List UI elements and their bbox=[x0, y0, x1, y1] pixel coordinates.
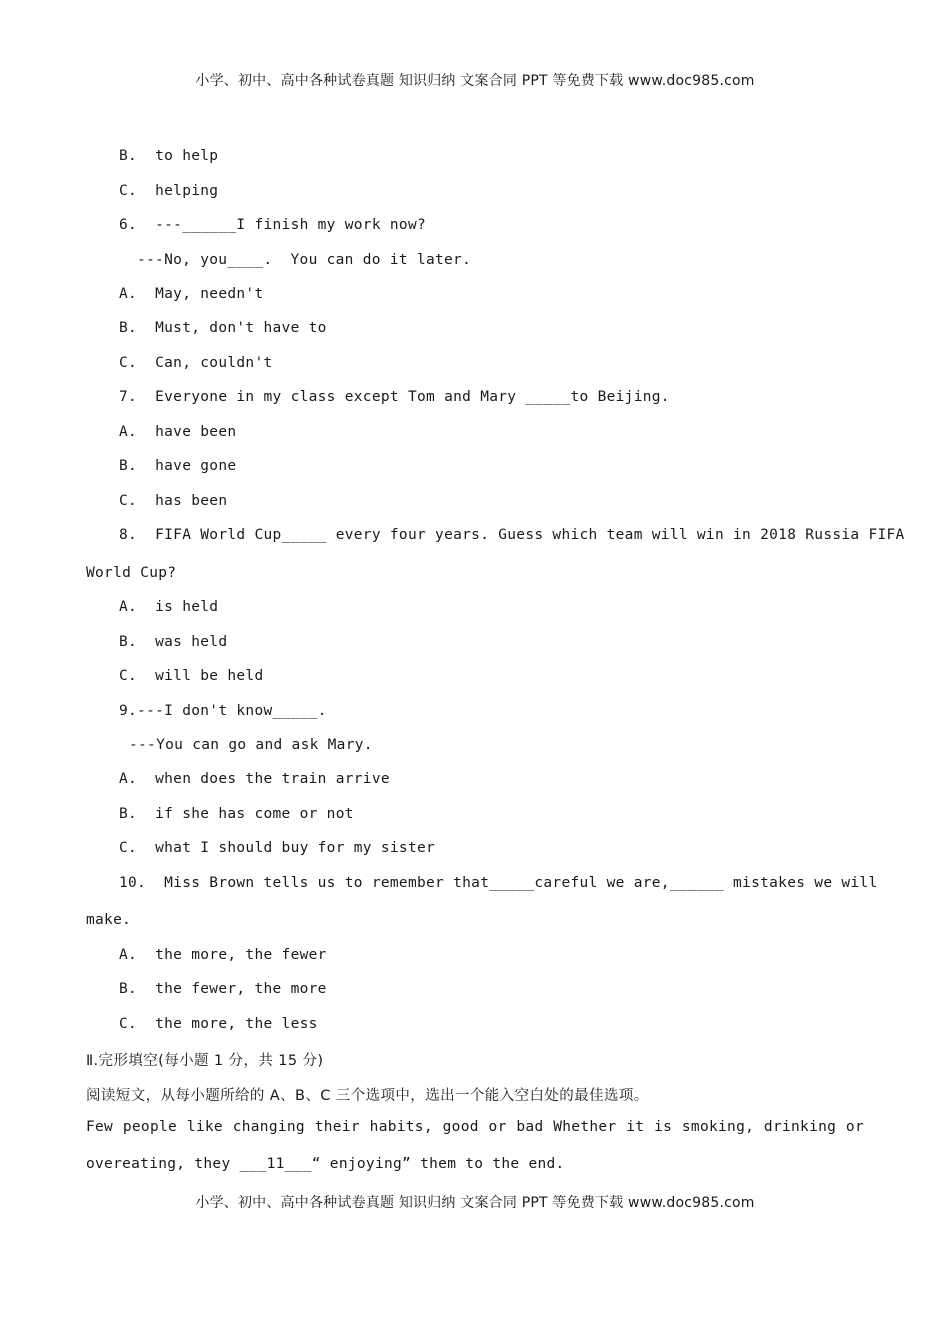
q9-stem: 9.---I don't know_____. bbox=[119, 703, 327, 719]
q9-option-b: B. if she has come or not bbox=[119, 806, 354, 822]
q9-option-a: A. when does the train arrive bbox=[119, 771, 390, 787]
q7-option-c: C. has been bbox=[119, 493, 228, 509]
page-footer: 小学、初中、高中各种试卷真题 知识归纳 文案合同 PPT 等免费下载 www.doc985.com bbox=[195, 1195, 755, 1211]
page-header: 小学、初中、高中各种试卷真题 知识归纳 文案合同 PPT 等免费下载 www.doc985.com bbox=[195, 73, 755, 89]
q6-stem: 6. ---______I finish my work now? bbox=[119, 217, 427, 233]
section-2-title: Ⅱ.完形填空(每小题 1 分，共 15 分) bbox=[86, 1053, 324, 1069]
q8-option-b: B. was held bbox=[119, 634, 228, 650]
q9-option-c: C. what I should buy for my sister bbox=[119, 840, 436, 856]
q5-option-c: C. helping bbox=[119, 183, 219, 199]
q10-option-a: A. the more, the fewer bbox=[119, 947, 327, 963]
q10-stem-line2: make. bbox=[86, 912, 132, 928]
q5-option-b: B. to help bbox=[119, 148, 219, 164]
q9-reply: ---You can go and ask Mary. bbox=[129, 737, 373, 753]
q10-option-c: C. the more, the less bbox=[119, 1016, 318, 1032]
q6-reply: ---No, you____. You can do it later. bbox=[137, 252, 472, 268]
q6-option-c: C. Can, couldn't bbox=[119, 355, 273, 371]
cloze-paragraph-line1: Few people like changing their habits, good or bad Whether it is smoking, drinking or bbox=[86, 1119, 864, 1135]
section-2-instruction: 阅读短文，从每小题所给的 A、B、C 三个选项中，选出一个能入空白处的最佳选项。 bbox=[86, 1088, 649, 1104]
q6-option-a: A. May, needn't bbox=[119, 286, 264, 302]
q7-option-b: B. have gone bbox=[119, 458, 237, 474]
q6-option-b: B. Must, don't have to bbox=[119, 320, 327, 336]
q7-stem: 7. Everyone in my class except Tom and Mary _____to Beijing. bbox=[119, 389, 670, 405]
q10-option-b: B. the fewer, the more bbox=[119, 981, 327, 997]
cloze-paragraph-line2: overeating, they ___11___“ enjoying” them to the end. bbox=[86, 1156, 565, 1172]
q8-option-a: A. is held bbox=[119, 599, 219, 615]
q8-stem-line2: World Cup? bbox=[86, 565, 177, 581]
q7-option-a: A. have been bbox=[119, 424, 237, 440]
q10-stem-line1: 10. Miss Brown tells us to remember that_____careful we are,______ mistakes we will bbox=[119, 875, 878, 891]
q8-option-c: C. will be held bbox=[119, 668, 264, 684]
q8-stem-line1: 8. FIFA World Cup_____ every four years. Guess which team will win in 2018 Russia FIFA bbox=[119, 527, 905, 543]
